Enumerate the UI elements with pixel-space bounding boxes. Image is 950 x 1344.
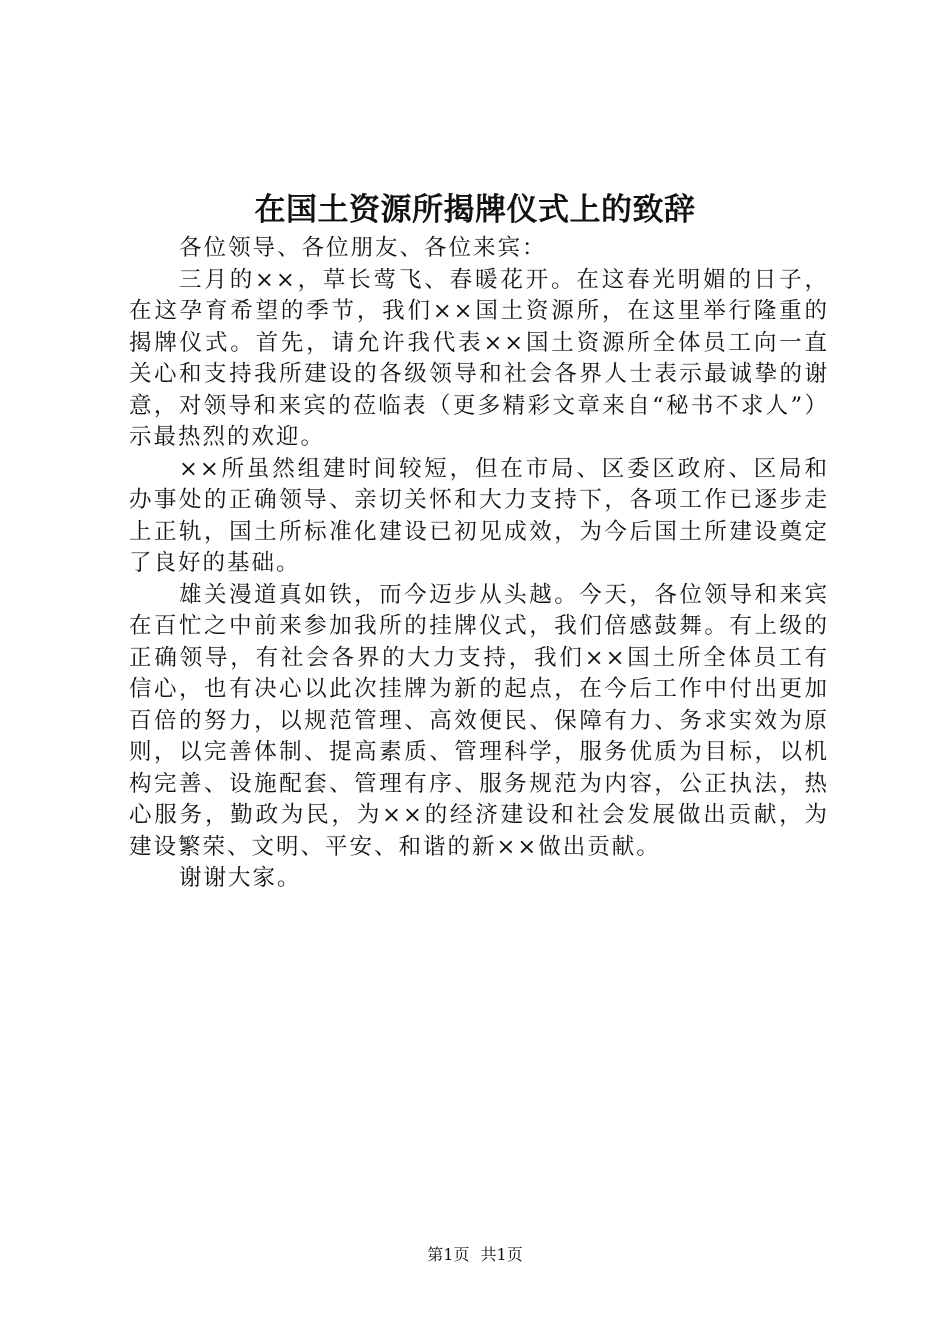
page-total: 共1页 [480, 1245, 523, 1264]
body-paragraph: 三月的××，草长莺飞、春暖花开。在这春光明媚的日子，在这孕育希望的季节，我们××国土资源所，在这里举行隆重的揭牌仪式。首先，请允许我代表××国土资源所全体员工向一直关心和支持我所建设的各级领导和社会各界人士表示最诚挚的谢意，对领导和来宾的莅临表（更多精彩文章来自“秘书不求人”）示最热烈的欢迎。 [129, 266, 829, 450]
body-paragraph: 雄关漫道真如铁，而今迈步从头越。今天，各位领导和来宾在百忙之中前来参加我所的挂牌仪式，我们倍感鼓舞。有上级的正确领导，有社会各界的大力支持，我们××国土所全体员工有信心，也有决心以此次挂牌为新的起点，在今后工作中付出更加百倍的努力，以规范管理、高效便民、保障有力、务求实效为原则，以完善体制、提高素质、管理科学，服务优质为目标，以机构完善、设施配套、管理有序、服务规范为内容，公正执法，热心服务，勤政为民，为××的经济建设和社会发展做出贡献，为建设繁荣、文明、平安、和谐的新××做出贡献。 [129, 581, 829, 860]
body-paragraph: ××所虽然组建时间较短，但在市局、区委区政府、区局和办事处的正确领导、亲切关怀和大力支持下，各项工作已逐步走上正轨，国土所标准化建设已初见成效，为今后国土所建设奠定了良好的基础。 [129, 455, 829, 576]
page-footer [0, 1244, 950, 1266]
salutation-paragraph: 各位领导、各位朋友、各位来宾： [179, 235, 547, 261]
document-title: 在国土资源所揭牌仪式上的致辞 [254, 192, 696, 228]
page-number: 第1页 [427, 1245, 470, 1264]
document-body [129, 233, 829, 895]
closing-paragraph: 谢谢大家。 [179, 865, 302, 891]
